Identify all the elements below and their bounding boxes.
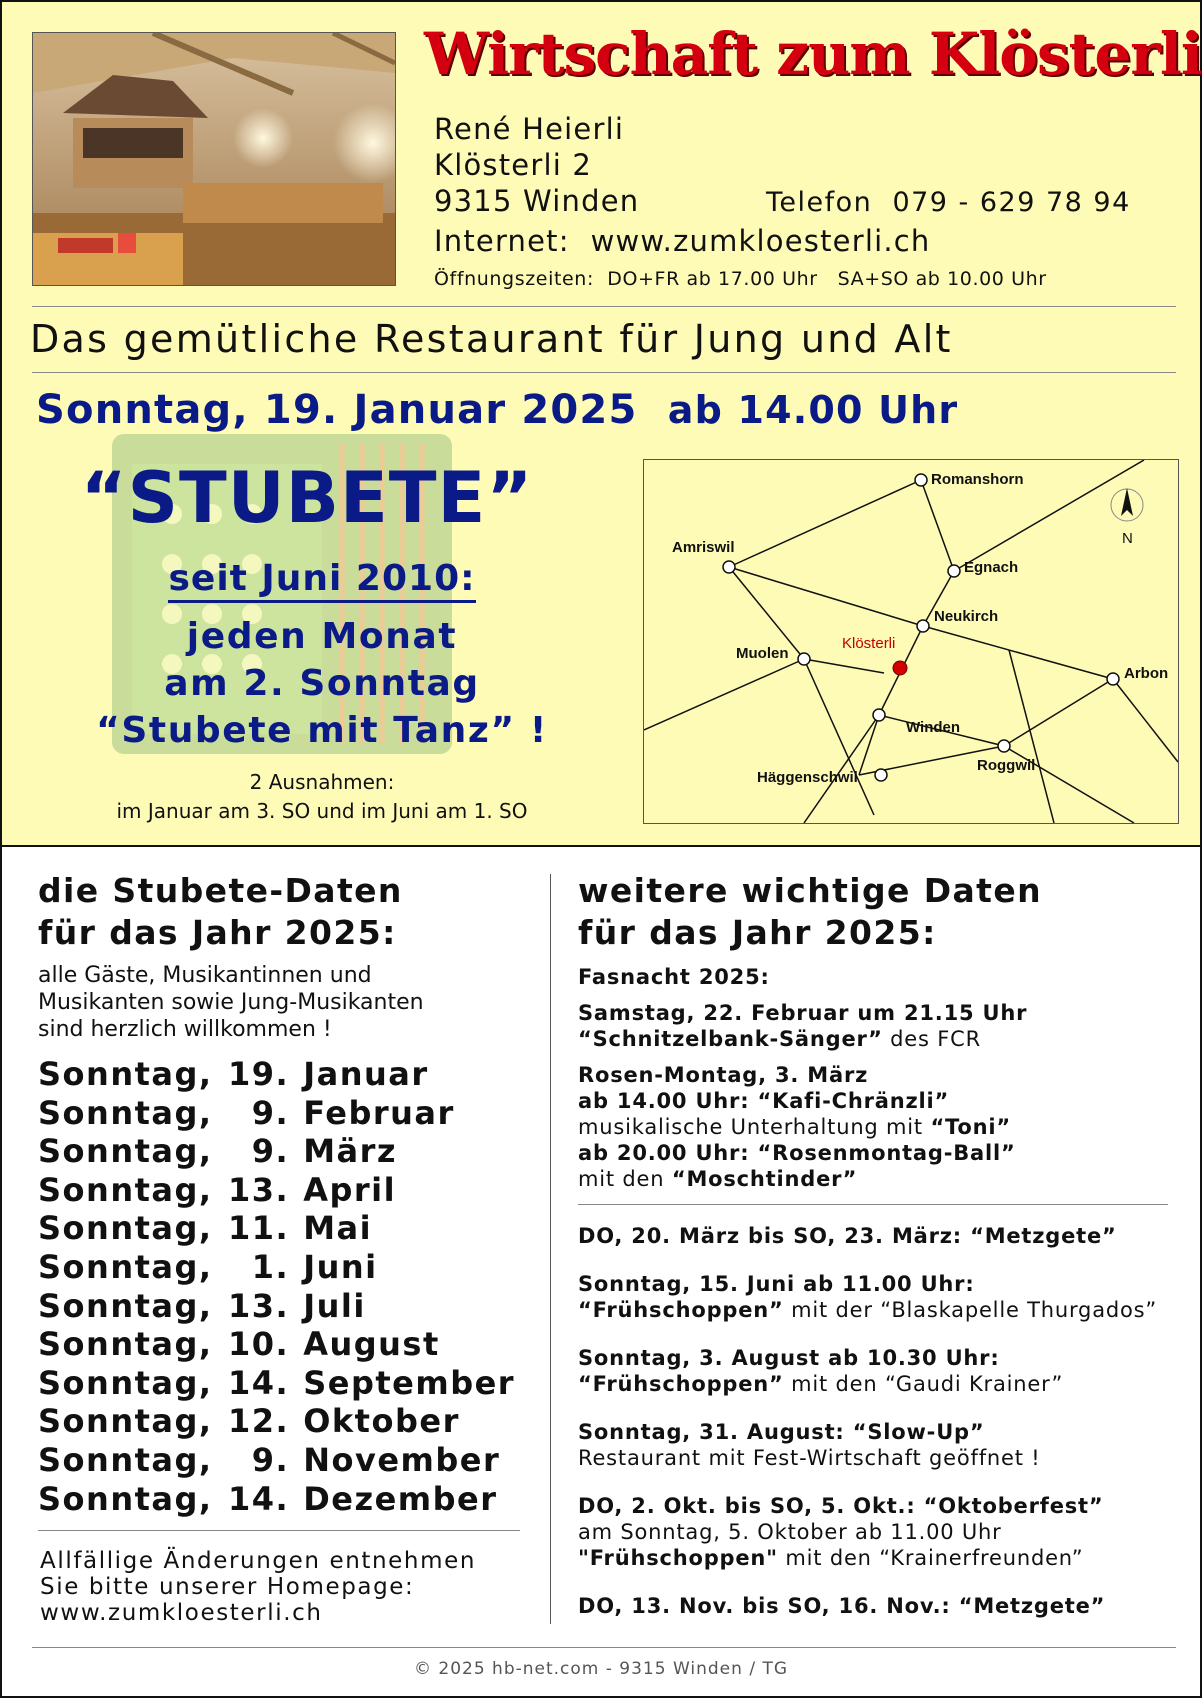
other-heading-1: weitere wichtige Daten xyxy=(578,871,1043,910)
date-day-label: Sonntag, xyxy=(38,1286,213,1325)
event-date xyxy=(36,387,958,433)
date-row xyxy=(38,1287,548,1326)
event-line-1: jeden Monat xyxy=(186,616,458,657)
date-row xyxy=(38,1325,548,1364)
phone-number: 079 - 629 78 94 xyxy=(892,187,1131,218)
date-day: 9. xyxy=(251,1132,290,1171)
date-month: April xyxy=(303,1170,397,1209)
owner-name: René Heierli xyxy=(434,112,625,146)
internet-label: Internet: xyxy=(434,224,570,258)
changes-note xyxy=(40,1548,476,1626)
date-month: Juli xyxy=(303,1286,366,1325)
exceptions-title: 2 Ausnahmen: xyxy=(249,770,395,794)
date-row xyxy=(38,1094,548,1133)
map-place-winden: Winden xyxy=(906,719,961,736)
event-metzgete-march xyxy=(578,1223,1178,1249)
event-line: am Sonntag, 5. Oktober ab 11.00 Uhr xyxy=(578,1520,1002,1544)
intro-line: sind herzlich willkommen ! xyxy=(38,1017,332,1042)
map-place-neukirch: Neukirch xyxy=(934,608,999,625)
date-month: Juni xyxy=(303,1247,378,1286)
phone-label: Telefon xyxy=(766,187,873,218)
event-line: Samstag, 22. Februar um 21.15 Uhr xyxy=(578,1001,1028,1025)
date-row xyxy=(38,1480,548,1519)
date-day-label: Sonntag, xyxy=(38,1132,213,1171)
date-day: 19. xyxy=(228,1055,290,1093)
fasnacht-title xyxy=(578,964,1178,990)
street-address: Klösterli 2 xyxy=(434,148,593,182)
date-day: 14. xyxy=(228,1363,290,1402)
map-place-muolen: Muolen xyxy=(736,645,789,662)
event-line: mit den “Krainerfreunden” xyxy=(777,1546,1084,1570)
event-metzgete-november xyxy=(578,1593,1178,1619)
divider xyxy=(32,1647,1176,1648)
date-row xyxy=(38,1209,548,1248)
date-day: 10. xyxy=(228,1325,290,1364)
opening-hours xyxy=(434,268,1047,290)
north-arrow-icon xyxy=(1111,488,1143,521)
date-month: Oktober xyxy=(303,1402,460,1441)
since-text: seit Juni 2010: xyxy=(168,558,475,603)
event-line-2: am 2. Sonntag xyxy=(164,663,480,704)
event-line: “Schnitzelbank-Sänger” xyxy=(578,1027,883,1051)
map-place-haeggenschwil: Häggenschwil xyxy=(757,769,858,786)
map-place-kloesterli: Klösterli xyxy=(842,635,896,652)
stubete-dates-column xyxy=(38,870,548,1518)
website-link[interactable]: www.zumkloesterli.ch xyxy=(590,224,931,258)
event-date-text: Sonntag, 19. Januar 2025 xyxy=(36,387,638,433)
map-place-amriswil: Amriswil xyxy=(672,539,735,556)
date-month: Mai xyxy=(303,1209,373,1248)
event-line: “Toni” xyxy=(930,1115,1011,1139)
divider xyxy=(32,372,1176,373)
footer-copyright: © 2025 hb-net.com - 9315 Winden / TG xyxy=(413,1659,789,1679)
stubete-heading-1: die Stubete-Daten xyxy=(38,871,403,910)
divider xyxy=(578,1204,1168,1205)
date-day: 11. xyxy=(228,1209,290,1248)
event-line: ab 20.00 Uhr: “Rosenmontag-Ball” xyxy=(578,1141,1016,1165)
fasnacht-title-text: Fasnacht 2025: xyxy=(578,965,770,989)
date-row xyxy=(38,1171,548,1210)
event-line: “Frühschoppen” xyxy=(578,1372,784,1396)
event-line: musikalische Unterhaltung mit xyxy=(578,1115,931,1139)
event-line: Sonntag, 15. Juni ab 11.00 Uhr: xyxy=(578,1272,975,1296)
restaurant-photo xyxy=(32,32,396,286)
date-day-label: Sonntag, xyxy=(38,1209,213,1248)
event-time: ab 14.00 Uhr xyxy=(667,388,959,432)
divider xyxy=(32,306,1176,307)
date-day-label: Sonntag, xyxy=(38,1363,213,1402)
date-month: März xyxy=(303,1132,398,1171)
city: 9315 Winden xyxy=(434,184,640,218)
map-north-label: N xyxy=(1122,530,1133,547)
date-month: September xyxy=(303,1363,516,1402)
header-section xyxy=(2,2,1200,847)
date-day: 14. xyxy=(228,1479,290,1518)
date-month: Februar xyxy=(303,1093,455,1132)
date-day-label: Sonntag, xyxy=(38,1055,213,1093)
exceptions-text: im Januar am 3. SO und im Juni am 1. SO xyxy=(116,799,528,823)
event-line: “Moschtinder” xyxy=(671,1167,858,1191)
date-day-label: Sonntag, xyxy=(38,1479,213,1518)
date-row xyxy=(38,1441,548,1480)
date-day: 9. xyxy=(251,1093,290,1132)
intro-line: alle Gäste, Musikantinnen und xyxy=(38,963,372,988)
other-dates-column xyxy=(578,870,1178,1619)
date-day-label: Sonntag, xyxy=(38,1093,213,1132)
event-line: DO, 20. März bis SO, 23. März: “Metzgete” xyxy=(578,1224,1117,1248)
hours-label: Öffnungszeiten: xyxy=(434,268,594,290)
date-day: 13. xyxy=(228,1170,290,1209)
date-row xyxy=(38,1055,548,1094)
event-line: DO, 2. Okt. bis SO, 5. Okt.: “Oktoberfest” xyxy=(578,1494,1104,1518)
date-month: Dezember xyxy=(303,1479,498,1518)
map-place-roggwil: Roggwil xyxy=(977,757,1036,774)
event-line: des FCR xyxy=(882,1027,981,1051)
event-line-3: “Stubete mit Tanz” ! xyxy=(96,710,548,751)
event-fruehschoppen-june xyxy=(578,1271,1178,1323)
date-day-label: Sonntag, xyxy=(38,1325,213,1364)
map-place-romanshorn: Romanshorn xyxy=(931,471,1024,488)
hours-weekend: SA+SO ab 10.00 Uhr xyxy=(837,268,1047,290)
changes-line: Allfällige Änderungen entnehmen xyxy=(40,1548,477,1574)
intro-line: Musikanten sowie Jung-Musikanten xyxy=(38,990,424,1015)
event-line: Sonntag, 31. August: “Slow-Up” xyxy=(578,1420,985,1444)
date-day-label: Sonntag, xyxy=(38,1402,213,1441)
hours-weekday: DO+FR ab 17.00 Uhr xyxy=(607,268,818,290)
other-heading-2: für das Jahr 2025: xyxy=(578,913,937,952)
date-day-label: Sonntag, xyxy=(38,1247,213,1286)
slogan: Das gemütliche Restaurant für Jung und Alt xyxy=(30,317,953,361)
event-rosenmontag xyxy=(578,1062,1178,1192)
location-map xyxy=(643,459,1179,824)
event-line: Restaurant mit Fest-Wirtschaft geöffnet ! xyxy=(578,1446,1041,1470)
event-line: "Frühschoppen" xyxy=(578,1546,778,1570)
date-month: November xyxy=(303,1440,501,1479)
event-fruehschoppen-august xyxy=(578,1345,1178,1397)
stubete-title: “STUBETE” xyxy=(80,457,534,539)
date-day: 1. xyxy=(251,1247,290,1286)
date-row xyxy=(38,1402,548,1441)
date-day: 13. xyxy=(228,1286,290,1325)
event-line: mit den xyxy=(578,1167,672,1191)
event-oktoberfest xyxy=(578,1493,1178,1571)
event-slow-up xyxy=(578,1419,1178,1471)
event-line: mit der “Blaskapelle Thurgados” xyxy=(783,1298,1158,1322)
event-line: Rosen-Montag, 3. März xyxy=(578,1063,869,1087)
date-month: August xyxy=(303,1325,440,1364)
map-place-egnach: Egnach xyxy=(964,559,1019,576)
date-day: 12. xyxy=(228,1402,290,1441)
date-row xyxy=(38,1132,548,1171)
event-line: ab 14.00 Uhr: “Kafi-Chränzli” xyxy=(578,1089,950,1113)
stubete-date-list xyxy=(38,1055,548,1518)
date-day-label: Sonntag, xyxy=(38,1440,213,1479)
restaurant-name: Wirtschaft zum Klösterli xyxy=(424,20,1202,88)
since-date xyxy=(32,558,612,599)
column-divider xyxy=(550,874,551,1624)
date-month: Januar xyxy=(303,1055,429,1093)
date-row xyxy=(38,1364,548,1403)
date-day-label: Sonntag, xyxy=(38,1170,213,1209)
divider xyxy=(38,1530,520,1531)
event-line: Sonntag, 3. August ab 10.30 Uhr: xyxy=(578,1346,1000,1370)
changes-line: Sie bitte unserer Homepage: xyxy=(40,1574,415,1600)
map-place-arbon: Arbon xyxy=(1124,665,1169,682)
event-fasnacht-saturday xyxy=(578,1000,1178,1052)
event-line: “Frühschoppen” xyxy=(578,1298,784,1322)
event-line: mit den “Gaudi Krainer” xyxy=(783,1372,1064,1396)
event-line: DO, 13. Nov. bis SO, 16. Nov.: “Metzgete” xyxy=(578,1594,1106,1618)
date-row xyxy=(38,1248,548,1287)
internet xyxy=(434,224,930,258)
stubete-intro xyxy=(38,962,548,1043)
date-day: 9. xyxy=(251,1440,290,1479)
stubete-heading-2: für das Jahr 2025: xyxy=(38,913,397,952)
changes-website-link[interactable]: www.zumkloesterli.ch xyxy=(40,1600,323,1626)
phone xyxy=(766,187,1131,218)
